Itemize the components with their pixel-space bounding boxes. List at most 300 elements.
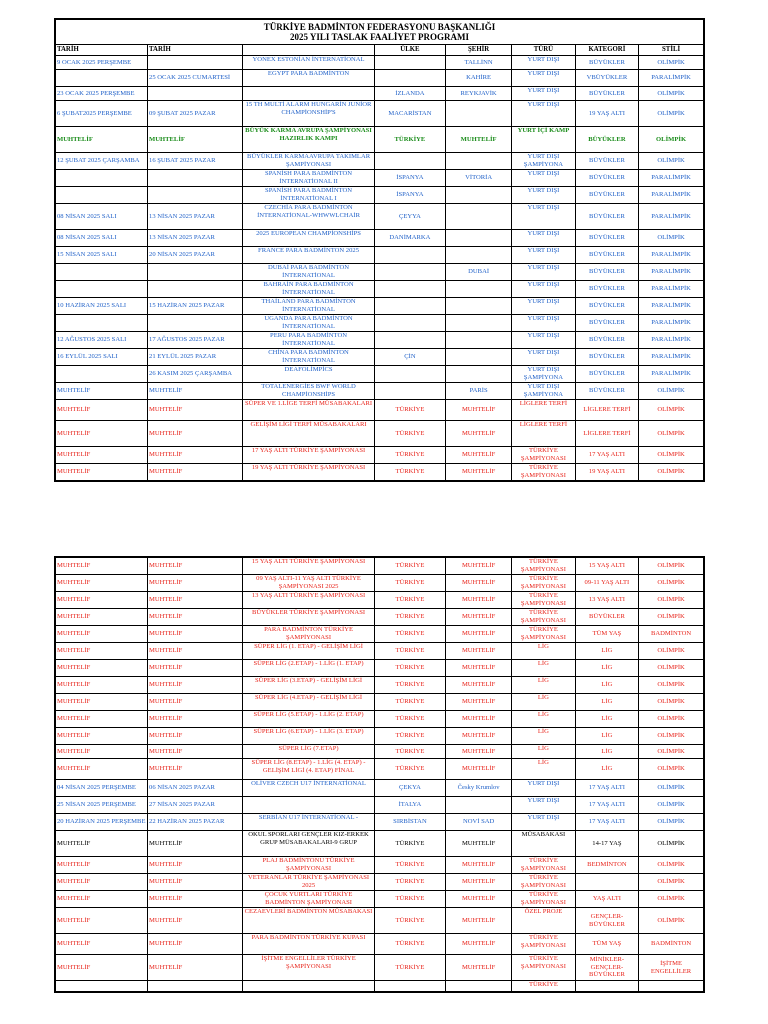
style-cell: OLİMPİK (639, 660, 704, 677)
event-cell: 15 TH MULTİ ALARM HUNGARİN JUNİOR CHAMPİONSHİP'S (243, 101, 375, 127)
event-cell: SÜPER LİG (1. ETAP) - GELİŞİM LİGİ (243, 643, 375, 660)
category-cell: BÜYÜKLER (575, 204, 639, 230)
end-date-cell: MUHTELİF (148, 660, 243, 677)
end-date-cell: MUHTELİF (148, 421, 243, 447)
style-cell: OLİMPİK (639, 694, 704, 711)
start-date-cell: 15 NİSAN 2025 SALI (56, 247, 148, 264)
table-row (56, 56, 704, 70)
event-cell: DUBAİ PARA BADMİNTON İNTERNATİONAL (243, 264, 375, 281)
type-cell: YURT DIŞI ŞAMPİYONA (512, 383, 576, 400)
category-cell: BÜYÜKLER (575, 87, 639, 101)
start-date-cell: MUHTELİF (56, 609, 148, 626)
end-date-cell: MUHTELİF (148, 694, 243, 711)
start-date-cell (56, 366, 148, 383)
table-row (56, 153, 704, 170)
city-cell (446, 332, 512, 349)
event-cell: UGANDA PARA BADMİNTON İNTERNATİONAL (243, 315, 375, 332)
category-cell: 17 YAŞ ALTI (575, 447, 639, 464)
start-date-cell: MUHTELİF (56, 626, 148, 643)
city-cell: MUHTELİF (446, 955, 512, 981)
event-cell: SÜPER LİG (6.ETAP) - 1.LİG (3. ETAP) (243, 728, 375, 745)
style-cell: OLİMPİK (639, 874, 704, 891)
city-cell: PARİS (446, 383, 512, 400)
start-date-cell: 12 ŞUBAT 2025 ÇARŞAMBA (56, 153, 148, 170)
table-row (56, 814, 704, 831)
category-cell: 14-17 YAŞ (575, 831, 639, 857)
type-cell: LİG (512, 643, 576, 660)
country-cell: ÇEYYA (374, 204, 445, 230)
type-cell: YURT DIŞI (512, 187, 576, 204)
country-cell: TÜRKİYE (374, 400, 445, 421)
country-cell: DANİMARKA (374, 230, 445, 247)
event-cell: SERBİAN U17 İNTERNATİONAL - (243, 814, 375, 831)
end-date-cell: MUHTELİF (148, 934, 243, 955)
event-cell: BÜYÜKLER TÜRKİYE ŞAMPİYONASI (243, 609, 375, 626)
country-cell (374, 298, 445, 315)
city-cell: VİTORİA (446, 170, 512, 187)
event-cell: BAHRAİN PARA BADMİNTON İNTERNATİONAL (243, 281, 375, 298)
type-cell: YURT DIŞI (512, 797, 576, 814)
type-cell: YURT DIŞI (512, 264, 576, 281)
type-cell: TÜRKİYE ŞAMPİYONASI (512, 934, 576, 955)
type-cell: LİG (512, 677, 576, 694)
end-date-cell: MUHTELİF (148, 400, 243, 421)
event-cell: 15 YAŞ ALTI TÜRKİYE ŞAMPİYONASI (243, 558, 375, 575)
event-cell: SPANİSH PARA BADMİNTON İNTERNATİONAL I (243, 187, 375, 204)
type-cell: TÜRKİYE (512, 981, 576, 992)
type-cell: YURT DIŞI ŞAMPİYONA (512, 153, 576, 170)
country-cell: SIRBİSTAN (374, 814, 445, 831)
country-cell: TÜRKİYE (374, 677, 445, 694)
end-date-cell: 25 OCAK 2025 CUMARTESİ (148, 70, 243, 87)
table-row (56, 660, 704, 677)
end-date-cell: 13 NİSAN 2025 PAZAR (148, 230, 243, 247)
city-cell: MUHTELİF (446, 421, 512, 447)
type-cell: LİG (512, 694, 576, 711)
type-cell: YURT DIŞI (512, 349, 576, 366)
type-cell: TÜRKİYE ŞAMPİYONASI (512, 955, 576, 981)
event-cell: VETERANLAR TÜRKİYE ŞAMPİYONASI 2025 (243, 874, 375, 891)
city-cell: MUHTELİF (446, 694, 512, 711)
table-row (56, 934, 704, 955)
start-date-cell: 12 AĞUSTOS 2025 SALI (56, 332, 148, 349)
start-date-cell: 08 NİSAN 2025 SALI (56, 230, 148, 247)
table-row (56, 281, 704, 298)
end-date-cell (148, 981, 243, 992)
category-cell: LİG (575, 745, 639, 759)
event-cell: SÜPER LİG (4.ETAP) - GELİŞİM LİGİ (243, 694, 375, 711)
end-date-cell (148, 187, 243, 204)
style-cell: OLİMPİK (639, 56, 704, 70)
program-table-page-1 (54, 18, 705, 482)
header-start-date: TARİH (56, 45, 148, 56)
event-cell: 19 YAŞ ALTI TÜRKİYE ŞAMPİYONASI (243, 464, 375, 481)
end-date-cell (148, 281, 243, 298)
style-cell: PARALİMPİK (639, 349, 704, 366)
style-cell: OLİMPİK (639, 101, 704, 127)
event-cell (243, 87, 375, 101)
category-cell: 17 YAŞ ALTI (575, 780, 639, 797)
start-date-cell: MUHTELİF (56, 745, 148, 759)
type-cell: YURT DIŞI (512, 247, 576, 264)
table-1-body (56, 56, 704, 481)
category-cell: 19 YAŞ ALTI (575, 101, 639, 127)
country-cell: TÜRKİYE (374, 643, 445, 660)
end-date-cell (148, 56, 243, 70)
start-date-cell: MUHTELİF (56, 908, 148, 934)
city-cell: MUHTELİF (446, 728, 512, 745)
start-date-cell: 23 OCAK 2025 PERŞEMBE (56, 87, 148, 101)
category-cell: 17 YAŞ ALTI (575, 814, 639, 831)
city-cell: MUHTELİF (446, 891, 512, 908)
end-date-cell: MUHTELİF (148, 711, 243, 728)
event-cell: SÜPER LİG (3.ETAP) - GELİŞİM LİGİ (243, 677, 375, 694)
start-date-cell: MUHTELİF (56, 592, 148, 609)
country-cell: TÜRKİYE (374, 745, 445, 759)
event-cell: GELİŞİM LİGİ TERFİ MÜSABAKALARI (243, 421, 375, 447)
style-cell (639, 981, 704, 992)
country-cell: ÇEKYA (374, 780, 445, 797)
country-cell: TÜRKİYE (374, 891, 445, 908)
city-cell: MUHTELİF (446, 908, 512, 934)
country-cell (374, 332, 445, 349)
event-cell: CEZAEVLERİ BADMİNTON MÜSABAKASI (243, 908, 375, 934)
type-cell: LİG (512, 745, 576, 759)
country-cell: İTALYA (374, 797, 445, 814)
style-cell: OLİMPİK (639, 759, 704, 780)
table-row (56, 170, 704, 187)
city-cell: MUHTELİF (446, 464, 512, 481)
country-cell: İSPANYA (374, 170, 445, 187)
country-cell: ÇİN (374, 349, 445, 366)
type-cell: YURT DIŞI (512, 101, 576, 127)
category-cell: 17 YAŞ ALTI (575, 797, 639, 814)
header-style: STİLİ (639, 45, 704, 56)
city-cell (446, 153, 512, 170)
category-cell: BÜYÜKLER (575, 187, 639, 204)
end-date-cell: MUHTELİF (148, 383, 243, 400)
style-cell: OLİMPİK (639, 400, 704, 421)
category-cell: BÜYÜKLER (575, 366, 639, 383)
category-cell: 15 YAŞ ALTI (575, 558, 639, 575)
country-cell: TÜRKİYE (374, 759, 445, 780)
table-row (56, 70, 704, 87)
style-cell: OLİMPİK (639, 780, 704, 797)
style-cell: OLİMPİK (639, 464, 704, 481)
type-cell: TÜRKİYE ŞAMPİYONASI (512, 874, 576, 891)
table-row (56, 908, 704, 934)
style-cell: OLİMPİK (639, 857, 704, 874)
type-cell: YURT DIŞI (512, 170, 576, 187)
end-date-cell (148, 264, 243, 281)
city-cell (446, 797, 512, 814)
event-cell: SÜPER LİG (8.ETAP) - 1.LİG (4. ETAP) - GELİŞİM LİGİ (4. ETAP) FİNAL (243, 759, 375, 780)
type-cell: YURT DIŞI (512, 281, 576, 298)
category-cell: 09-11 YAŞ ALTI (575, 575, 639, 592)
event-cell: SPANİSH PARA BADMİNTON İNTERNATİONAL II (243, 170, 375, 187)
header-city: ŞEHİR (446, 45, 512, 56)
type-cell: YURT DIŞI ŞAMPİYONA (512, 366, 576, 383)
category-cell: LİG (575, 711, 639, 728)
style-cell: OLİMPİK (639, 677, 704, 694)
table-row (56, 694, 704, 711)
end-date-cell (148, 315, 243, 332)
end-date-cell: 13 NİSAN 2025 PAZAR (148, 204, 243, 230)
table-row (56, 711, 704, 728)
event-cell: FRANCE PARA BADMİNTON 2025 (243, 247, 375, 264)
header-event (243, 45, 375, 56)
type-cell: YURT İÇİ KAMP (512, 127, 576, 153)
style-cell: PARALİMPİK (639, 264, 704, 281)
type-cell: TÜRKİYE ŞAMPİYONASI (512, 592, 576, 609)
style-cell: OLİMPİK (639, 908, 704, 934)
start-date-cell: MUHTELİF (56, 874, 148, 891)
category-cell: YAŞ ALTI (575, 891, 639, 908)
category-cell: BÜYÜKLER (575, 281, 639, 298)
table-row (56, 643, 704, 660)
city-cell: MUHTELİF (446, 447, 512, 464)
country-cell: TÜRKİYE (374, 908, 445, 934)
type-cell: YURT DIŞI (512, 70, 576, 87)
style-cell: PARALİMPİK (639, 366, 704, 383)
category-cell: BEDMİNTON (575, 857, 639, 874)
event-cell: PERU PARA BADMİNTON İNTERNATİONAL (243, 332, 375, 349)
end-date-cell: 21 EYLÜL 2025 PAZAR (148, 349, 243, 366)
country-cell (374, 56, 445, 70)
table-2-body (56, 558, 704, 992)
country-cell: MACARİSTAN (374, 101, 445, 127)
table-row (56, 575, 704, 592)
country-cell: TÜRKİYE (374, 831, 445, 857)
country-cell: TÜRKİYE (374, 609, 445, 626)
event-cell: SÜPER LİG (7.ETAP) (243, 745, 375, 759)
end-date-cell: 27 NİSAN 2025 PAZAR (148, 797, 243, 814)
table-row (56, 759, 704, 780)
city-cell (446, 981, 512, 992)
country-cell: TÜRKİYE (374, 575, 445, 592)
event-cell: EGYPT PARA BADMİNTON (243, 70, 375, 87)
country-cell (374, 281, 445, 298)
type-cell: LİG (512, 660, 576, 677)
event-cell: YONEX ESTONİAN İNTERNATİONAL (243, 56, 375, 70)
end-date-cell (148, 87, 243, 101)
city-cell: KAHİRE (446, 70, 512, 87)
style-cell: PARALİMPİK (639, 315, 704, 332)
category-cell: LİG (575, 677, 639, 694)
category-cell: BÜYÜKLER (575, 315, 639, 332)
type-cell: TÜRKİYE ŞAMPİYONASI (512, 891, 576, 908)
city-cell: MUHTELİF (446, 934, 512, 955)
city-cell: MUHTELİF (446, 127, 512, 153)
category-cell: BÜYÜKLER (575, 230, 639, 247)
end-date-cell (148, 170, 243, 187)
start-date-cell: 20 HAZİRAN 2025 PERŞEMBE (56, 814, 148, 831)
type-cell: LİGLERE TERFİ (512, 421, 576, 447)
start-date-cell: MUHTELİF (56, 677, 148, 694)
start-date-cell: MUHTELİF (56, 575, 148, 592)
city-cell (446, 281, 512, 298)
start-date-cell: MUHTELİF (56, 447, 148, 464)
city-cell (446, 187, 512, 204)
city-cell: MUHTELİF (446, 558, 512, 575)
style-cell: BADMİNTON (639, 626, 704, 643)
city-cell: MUHTELİF (446, 626, 512, 643)
type-cell: TÜRKİYE ŞAMPİYONASI (512, 609, 576, 626)
category-cell: TÜM YAŞ (575, 934, 639, 955)
table-row (56, 332, 704, 349)
event-cell: PLAJ BADMİNTONU TÜRKİYE ŞAMPİYONASI (243, 857, 375, 874)
table-row (56, 127, 704, 153)
city-cell: DUBAİ (446, 264, 512, 281)
city-cell: MUHTELİF (446, 857, 512, 874)
start-date-cell: MUHTELİF (56, 127, 148, 153)
category-cell: BÜYÜKLER (575, 609, 639, 626)
style-cell: OLİMPİK (639, 592, 704, 609)
type-cell: MÜSABAKASI (512, 831, 576, 857)
type-cell: LİG (512, 759, 576, 780)
end-date-cell: 16 ŞUBAT 2025 PAZAR (148, 153, 243, 170)
category-cell: LİG (575, 759, 639, 780)
start-date-cell: MUHTELİF (56, 711, 148, 728)
start-date-cell: 04 NİSAN 2025 PERŞEMBE (56, 780, 148, 797)
end-date-cell: 20 NİSAN 2025 PAZAR (148, 247, 243, 264)
style-cell: PARALİMPİK (639, 187, 704, 204)
style-cell: OLİMPİK (639, 814, 704, 831)
style-cell: BADMİNTON (639, 934, 704, 955)
start-date-cell: 08 NİSAN 2025 SALI (56, 204, 148, 230)
country-cell (374, 70, 445, 87)
country-cell: TÜRKİYE (374, 558, 445, 575)
end-date-cell: MUHTELİF (148, 857, 243, 874)
category-cell: BÜYÜKLER (575, 56, 639, 70)
end-date-cell: MUHTELİF (148, 955, 243, 981)
start-date-cell: 6 ŞUBAT2025 PERŞEMBE (56, 101, 148, 127)
country-cell (374, 264, 445, 281)
category-cell: BÜYÜKLER (575, 170, 639, 187)
category-cell: 13 YAŞ ALTI (575, 592, 639, 609)
table-row (56, 745, 704, 759)
type-cell: TÜRKİYE ŞAMPİYONASI (512, 626, 576, 643)
start-date-cell: MUHTELİF (56, 421, 148, 447)
style-cell: OLİMPİK (639, 797, 704, 814)
country-cell: TÜRKİYE (374, 711, 445, 728)
end-date-cell: MUHTELİF (148, 643, 243, 660)
style-cell: OLİMPİK (639, 711, 704, 728)
category-cell: BÜYÜKLER (575, 298, 639, 315)
style-cell: OLİMPİK (639, 153, 704, 170)
city-cell: MUHTELİF (446, 831, 512, 857)
style-cell: OLİMPİK (639, 558, 704, 575)
start-date-cell: MUHTELİF (56, 660, 148, 677)
type-cell: TÜRKİYE ŞAMPİYONASI (512, 857, 576, 874)
end-date-cell: MUHTELİF (148, 728, 243, 745)
style-cell: OLİMPİK (639, 831, 704, 857)
type-cell: TÜRKİYE ŞAMPİYONASI (512, 575, 576, 592)
style-cell: OLİMPİK (639, 643, 704, 660)
start-date-cell: 10 HAZİRAN 2025 SALI (56, 298, 148, 315)
table-row (56, 101, 704, 127)
table-row (56, 264, 704, 281)
event-cell: SÜPER VE 1.LİGE TERFİ MÜSABAKALARI (243, 400, 375, 421)
table-row (56, 421, 704, 447)
start-date-cell (56, 70, 148, 87)
city-cell: MUHTELİF (446, 874, 512, 891)
event-cell: THAİLAND PARA BADMİNTON İNTERNATİONAL (243, 298, 375, 315)
end-date-cell: MUHTELİF (148, 891, 243, 908)
event-cell: SÜPER LİG (2.ETAP) - 1.LİG (1. ETAP) (243, 660, 375, 677)
header-country: ÜLKE (374, 45, 445, 56)
category-cell: 19 YAŞ ALTI (575, 464, 639, 481)
country-cell: TÜRKİYE (374, 127, 445, 153)
table-row (56, 383, 704, 400)
city-cell (446, 204, 512, 230)
category-cell: BÜYÜKLER (575, 127, 639, 153)
city-cell (446, 101, 512, 127)
type-cell: LİGLERE TERFİ (512, 400, 576, 421)
event-cell: CZECHİA PARA BADMİNTON İNTERNATİONAL-WHWWLCHAİR (243, 204, 375, 230)
table-row (56, 400, 704, 421)
category-cell: GENÇLER-BÜYÜKLER (575, 908, 639, 934)
type-cell: LİG (512, 711, 576, 728)
start-date-cell (56, 981, 148, 992)
event-cell: SÜPER LİG (5.ETAP) - 1.LİG (2. ETAP) (243, 711, 375, 728)
start-date-cell: MUHTELİF (56, 891, 148, 908)
start-date-cell: MUHTELİF (56, 728, 148, 745)
city-cell: NOVİ SAD (446, 814, 512, 831)
category-cell: LİG (575, 660, 639, 677)
table-row (56, 797, 704, 814)
table-row (56, 780, 704, 797)
table-row (56, 204, 704, 230)
end-date-cell: MUHTELİF (148, 831, 243, 857)
table-row (56, 349, 704, 366)
event-cell: 17 YAŞ ALTI TÜRKİYE ŞAMPİYONASI (243, 447, 375, 464)
start-date-cell (56, 264, 148, 281)
end-date-cell: MUHTELİF (148, 626, 243, 643)
event-cell (243, 797, 375, 814)
country-cell: TÜRKİYE (374, 874, 445, 891)
start-date-cell: MUHTELİF (56, 400, 148, 421)
table-row (56, 464, 704, 481)
event-cell: 09 YAŞ ALTI-11 YAŞ ALTI TÜRKİYE ŞAMPİYONASI 2025 (243, 575, 375, 592)
end-date-cell: 26 KASIM 2025 ÇARŞAMBA (148, 366, 243, 383)
category-cell: LİGLERE TERFİ (575, 400, 639, 421)
type-cell: YURT DIŞI (512, 814, 576, 831)
city-cell: MUHTELİF (446, 575, 512, 592)
city-cell: MUHTELİF (446, 745, 512, 759)
country-cell: TÜRKİYE (374, 660, 445, 677)
title-line-1: TÜRKİYE BADMİNTON FEDERASYONU BAŞKANLIĞI (263, 22, 496, 32)
event-cell: OKUL SPORLARI GENÇLER KIZ-ERKEK GRUP MÜSABAKALARI-9 GRUP (243, 831, 375, 857)
category-cell: MİNİKLER-GENÇLER-BÜYÜKLER (575, 955, 639, 981)
end-date-cell: 15 HAZİRAN 2025 PAZAR (148, 298, 243, 315)
table-row (56, 609, 704, 626)
end-date-cell: MUHTELİF (148, 575, 243, 592)
start-date-cell: MUHTELİF (56, 759, 148, 780)
table-row (56, 187, 704, 204)
table-row (56, 955, 704, 981)
event-cell: ÇOCUK YURTLARI TÜRKİYE BADMİNTON ŞAMPİYONASI (243, 891, 375, 908)
table-row (56, 558, 704, 575)
end-date-cell: MUHTELİF (148, 874, 243, 891)
table-row (56, 981, 704, 992)
style-cell: PARALİMPİK (639, 298, 704, 315)
table-row (56, 728, 704, 745)
type-cell: YURT DIŞI (512, 56, 576, 70)
city-cell: Česky Krumlov (446, 780, 512, 797)
style-cell: OLİMPİK (639, 383, 704, 400)
start-date-cell: MUHTELİF (56, 383, 148, 400)
